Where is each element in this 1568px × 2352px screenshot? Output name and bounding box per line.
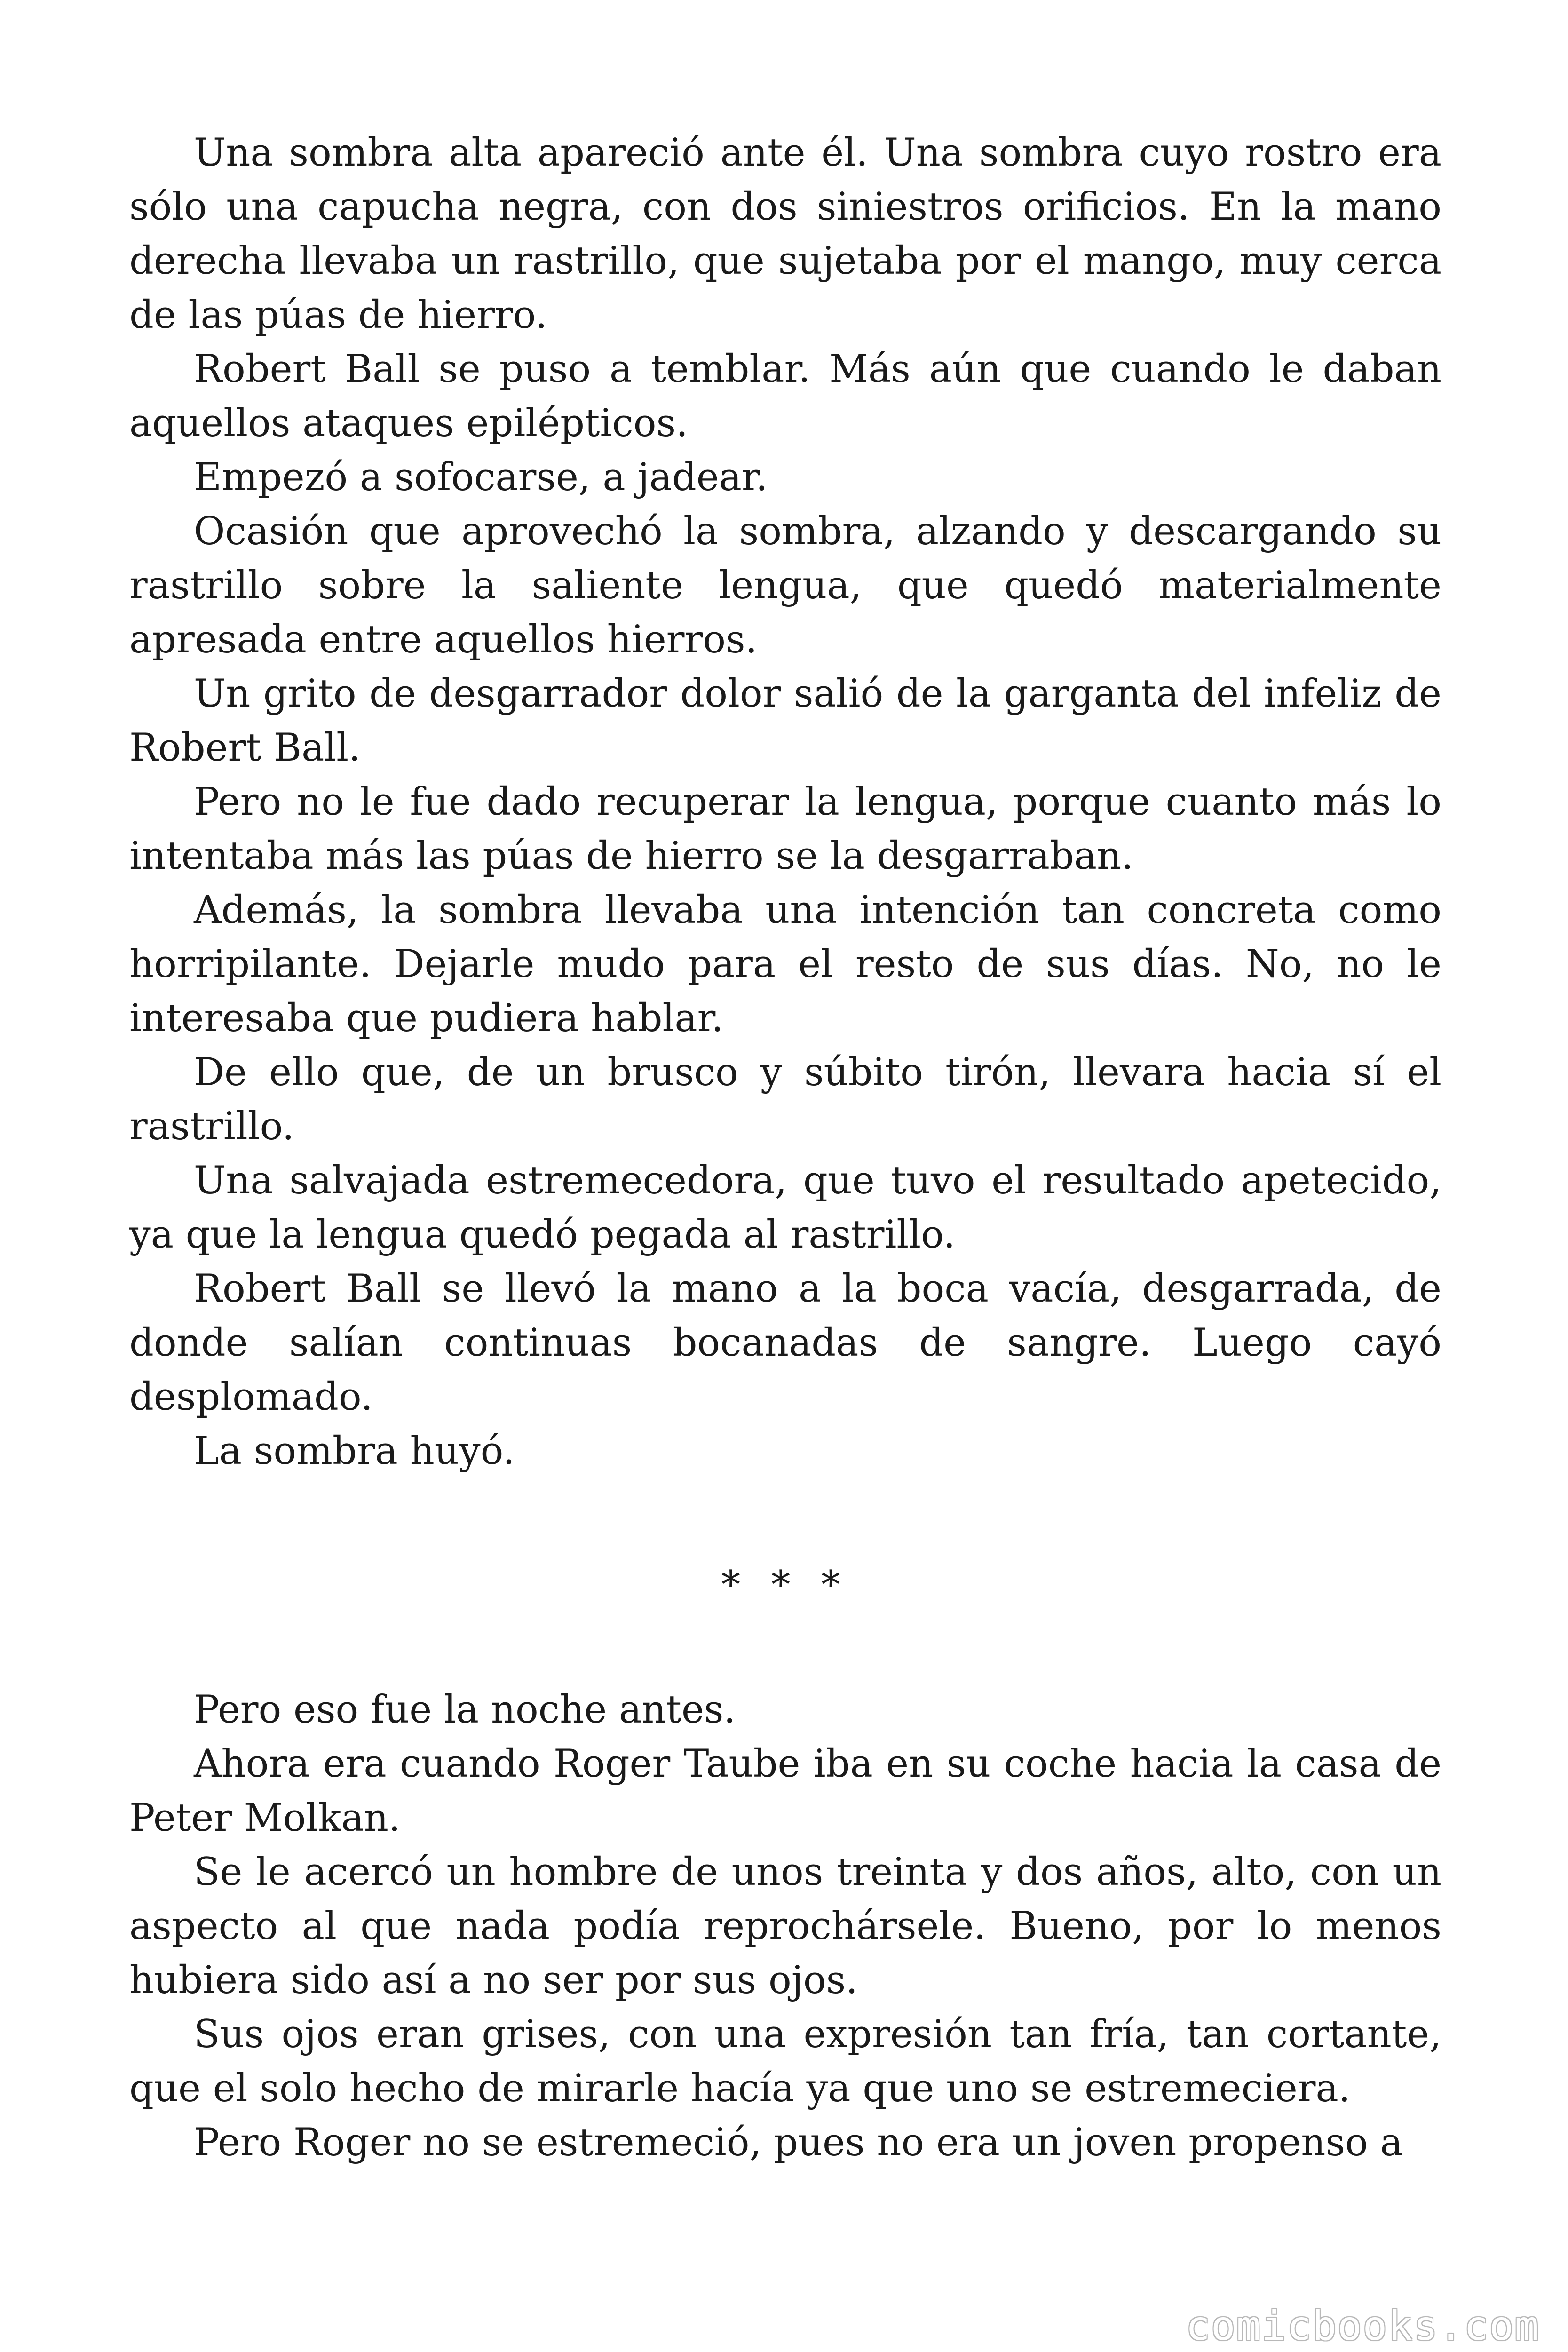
paragraph: Una salvajada estremecedora, que tuvo el resultado apetecido, ya que la lengua quedó pegada al rastrillo. (129, 1159, 1441, 1257)
paragraph: Pero no le fue dado recuperar la lengua, porque cuanto más lo intentaba más las púas de hierro se la desgarraban. (129, 780, 1441, 878)
paragraph: Pero Roger no se estremeció, pues no era un joven propenso a (194, 2121, 1403, 2165)
paragraph: Una sombra alta apareció ante él. Una sombra cuyo rostro era sólo una capucha negra, con dos siniestros orificios. En la mano derecha llevaba un rastrillo, que sujetaba por el mango, muy cerca de las púas de hierro. (129, 131, 1441, 337)
paragraph: Empezó a sofocarse, a jadear. (194, 455, 768, 500)
paragraph: Ocasión que aprovechó la sombra, alzando y descargando su rastrillo sobre la saliente lengua, que quedó materialmente apresada entre aquellos hierros. (129, 509, 1441, 662)
paragraph: De ello que, de un brusco y súbito tirón, llevara hacia sí el rastrillo. (129, 1050, 1441, 1149)
paragraph: Pero eso fue la noche antes. (194, 1688, 736, 1732)
body-text (129, 126, 1441, 2170)
paragraph: La sombra huyó. (194, 1429, 515, 1473)
section-separator: * * * (721, 1563, 850, 1607)
paragraph: Además, la sombra llevaba una intención tan concreta como horripilante. Dejarle mudo para el resto de sus días. No, no le interesaba que pudiera hablar. (129, 888, 1441, 1041)
paragraph: Robert Ball se llevó la mano a la boca vacía, desgarrada, de donde salían continuas bocanadas de sangre. Luego cayó desplomado. (129, 1267, 1441, 1419)
paragraph: Un grito de desgarrador dolor salió de la garganta del infeliz de Robert Ball. (129, 672, 1441, 770)
paragraph: Se le acercó un hombre de unos treinta y dos años, alto, con un aspecto al que nada podía reprochársele. Bueno, por lo menos hubiera sido así a no ser por sus ojos. (129, 1850, 1441, 2002)
watermark: comicbooks.com (1186, 2303, 1540, 2350)
paragraph: Sus ojos eran grises, con una expresión tan fría, tan cortante, que el solo hecho de mirarle hacía ya que uno se estremeciera. (129, 2012, 1441, 2111)
paragraph: Robert Ball se puso a temblar. Más aún que cuando le daban aquellos ataques epilépticos. (129, 347, 1441, 445)
paragraph: Ahora era cuando Roger Taube iba en su coche hacia la casa de Peter Molkan. (129, 1742, 1441, 1840)
